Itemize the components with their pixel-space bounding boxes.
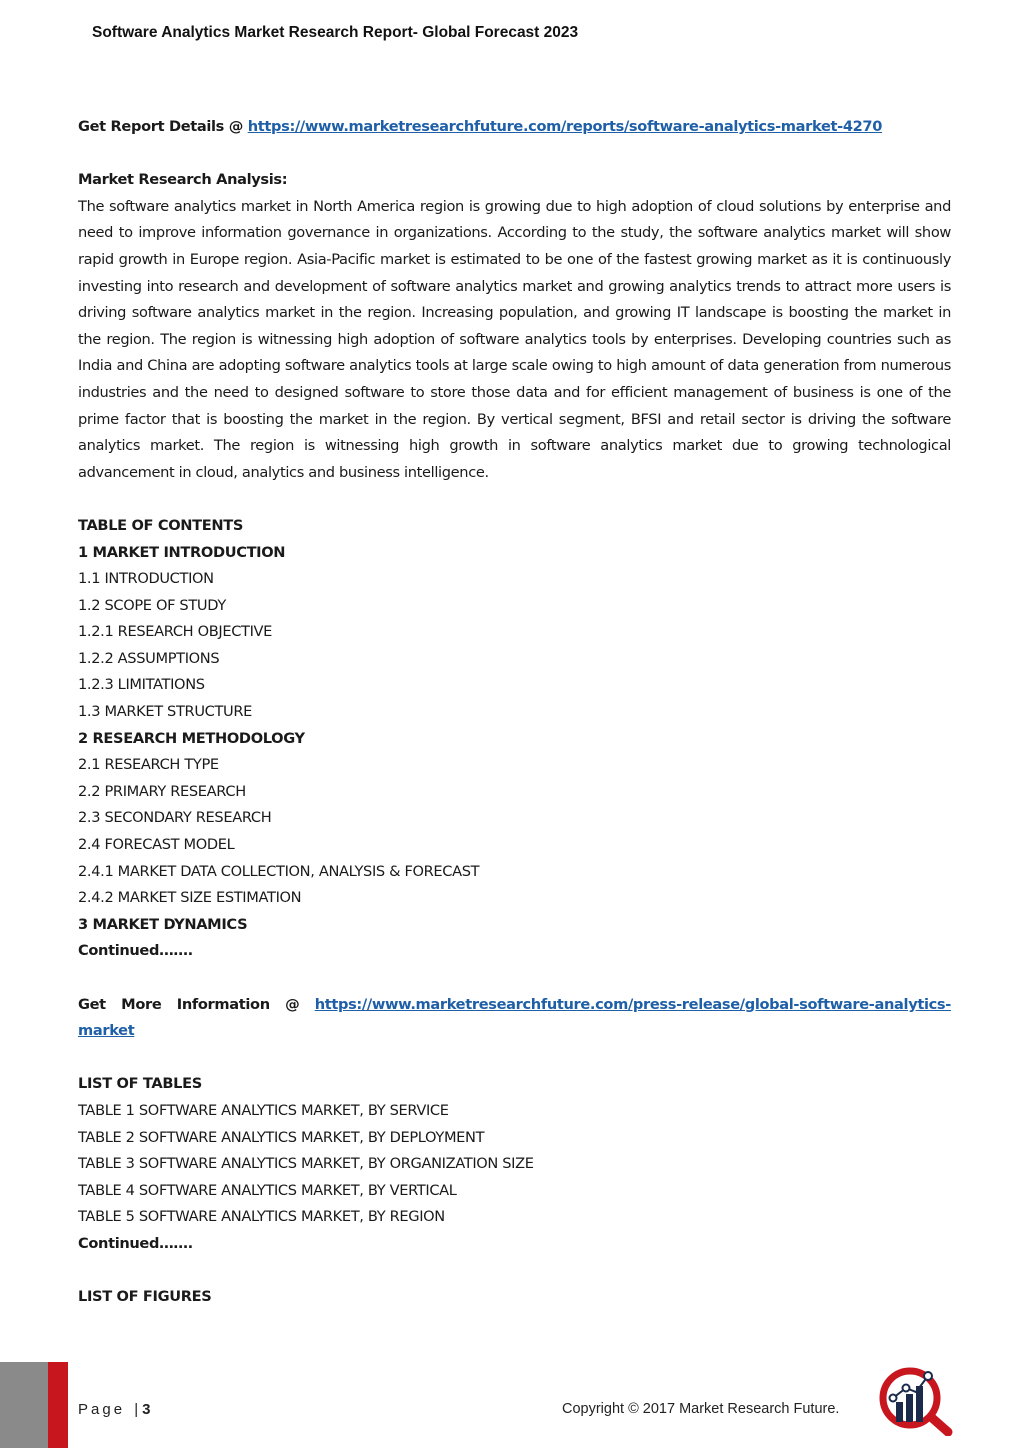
- tables-heading: LIST OF TABLES: [78, 1075, 202, 1093]
- table-list-item: TABLE 4 SOFTWARE ANALYTICS MARKET, BY VERTICAL: [78, 1181, 457, 1199]
- toc-item: 2.2 PRIMARY RESEARCH: [78, 782, 246, 800]
- toc-item: 1.2 SCOPE OF STUDY: [78, 596, 226, 614]
- document-header-title: Software Analytics Market Research Report- Global Forecast 2023: [92, 24, 579, 41]
- toc-item: 1.3 MARKET STRUCTURE: [78, 703, 253, 721]
- toc-item: 1.1 INTRODUCTION: [78, 570, 214, 588]
- toc-item: 2 RESEARCH METHODOLOGY: [78, 729, 305, 747]
- table-list-item: TABLE 3 SOFTWARE ANALYTICS MARKET, BY ORGANIZATION SIZE: [78, 1155, 534, 1173]
- more-info-link-part2[interactable]: market: [78, 1022, 135, 1040]
- toc-item: 2.3 SECONDARY RESEARCH: [78, 809, 272, 827]
- table-list-item: TABLE 5 SOFTWARE ANALYTICS MARKET, BY REGION: [78, 1208, 445, 1226]
- market-research-future-logo-icon: [876, 1364, 954, 1436]
- report-details-link[interactable]: https://www.marketresearchfuture.com/reports/software-analytics-market-4270: [247, 118, 883, 135]
- more-info-word: @: [285, 995, 300, 1013]
- toc-list: [78, 540, 951, 939]
- toc-item: 3 MARKET DYNAMICS: [78, 915, 248, 933]
- toc-item: 2.4 FORECAST MODEL: [78, 836, 235, 854]
- page-number-value: 3: [142, 1401, 151, 1418]
- tables-continued: Continued…….: [78, 1234, 193, 1252]
- table-list-item: TABLE 1 SOFTWARE ANALYTICS MARKET, BY SERVICE: [78, 1101, 449, 1119]
- toc-item: 2.4.1 MARKET DATA COLLECTION, ANALYSIS & FORECAST: [78, 862, 480, 880]
- toc-continued: Continued…….: [78, 942, 193, 960]
- page-separator: |: [134, 1401, 139, 1418]
- footer-red-bar: [48, 1362, 68, 1448]
- toc-heading: TABLE OF CONTENTS: [78, 516, 244, 534]
- more-info-link-part1[interactable]: https://www.marketresearchfuture.com/press-release/global-software-analytics-: [314, 995, 951, 1013]
- more-info-word: More: [121, 995, 162, 1013]
- more-info-word: Information: [176, 995, 270, 1013]
- table-list-item: TABLE 2 SOFTWARE ANALYTICS MARKET, BY DEPLOYMENT: [78, 1128, 485, 1146]
- copyright-text: Copyright © 2017 Market Research Future.: [562, 1401, 840, 1417]
- toc-item: 1 MARKET INTRODUCTION: [78, 543, 286, 561]
- analysis-paragraph: The software analytics market in North America region is growing due to high adoption of cloud solutions by enterprise and need to improve information governance in organizations. According to the study, the software analytics market will show rapid growth in Europe region. Asia-Pacific market is estimated to be one of the fastest growing market as it is continuously investing into research and development of software analytics market and growing analytics trends to attract more users is driving software analytics market in the region. Increasing population, and growing IT landscape is boosting the market in the region. The region is witnessing high adoption of software analytics tools by enterprises. Developing countries such as India and China are adopting software analytics tools at large scale owing to high amount of data generation from numerous industries and the need to designed software to store those data and for efficient management of business is one of the prime factor that is boosting the market in the region. By vertical segment, BFSI and retail sector is driving the software analytics market. The region is witnessing high growth in software analytics market due to growing technological advancement in cloud, analytics and business intelligence.: [78, 197, 951, 481]
- toc-item: 1.2.2 ASSUMPTIONS: [78, 649, 220, 667]
- tables-list: [78, 1098, 951, 1231]
- toc-item: 2.1 RESEARCH TYPE: [78, 756, 219, 774]
- toc-item: 1.2.3 LIMITATIONS: [78, 676, 205, 694]
- document-body: [78, 114, 951, 1311]
- report-details-label: Get Report Details @: [78, 118, 248, 135]
- toc-item: 2.4.2 MARKET SIZE ESTIMATION: [78, 889, 302, 907]
- analysis-heading: Market Research Analysis:: [78, 171, 288, 189]
- figures-heading: LIST OF FIGURES: [78, 1288, 212, 1306]
- toc-item: 1.2.1 RESEARCH OBJECTIVE: [78, 623, 273, 641]
- footer-gray-bar: [0, 1362, 48, 1448]
- page-number: [78, 1401, 150, 1418]
- more-info-word: Get: [78, 995, 106, 1013]
- more-info-line: [78, 992, 951, 1019]
- page-label: Page: [78, 1401, 126, 1418]
- report-details-line: [78, 114, 951, 141]
